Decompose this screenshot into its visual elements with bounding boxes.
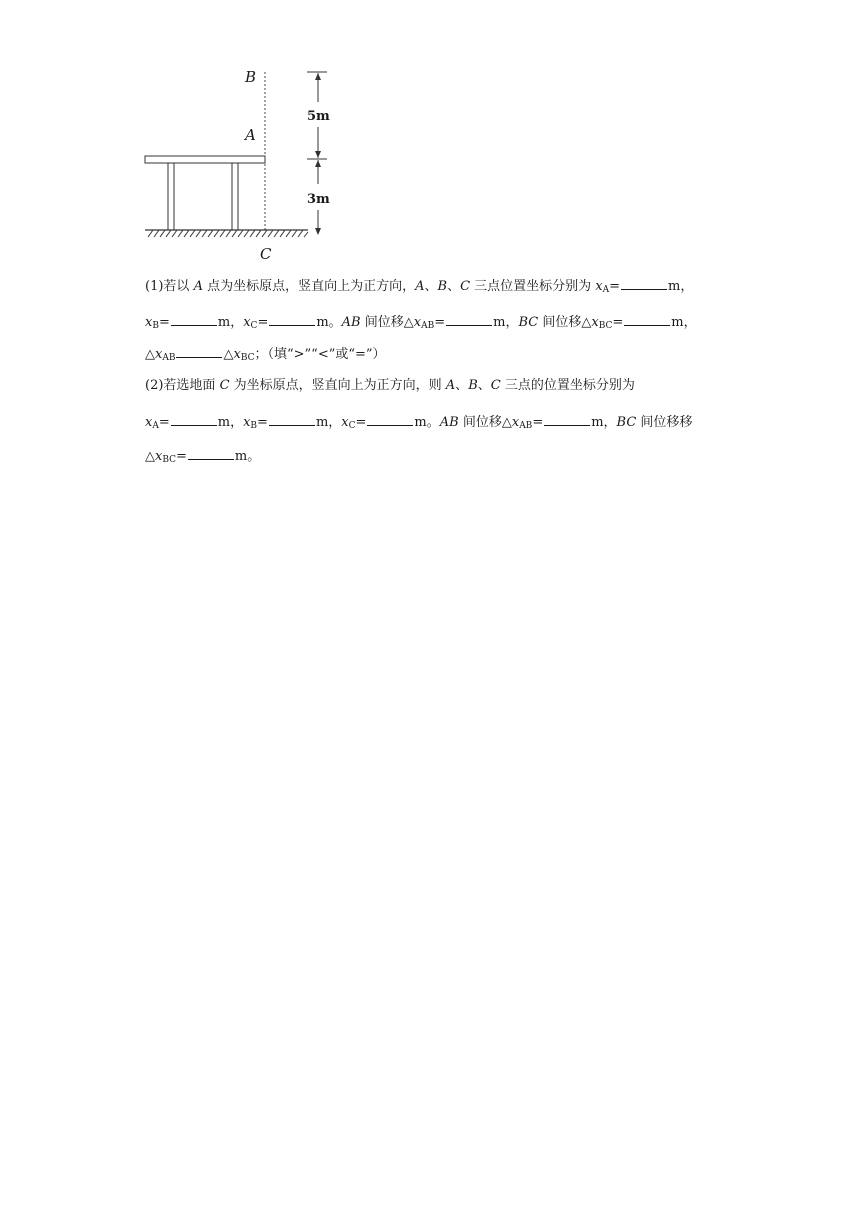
blank-q1-compare[interactable] bbox=[176, 345, 222, 358]
q1-line-3: $\triangle x_{AB}$ $\triangle x_{BC}$；（填“>”“<”或“=”） bbox=[145, 347, 386, 363]
q2-line-2: $x_A= m$，$x_B= m$，$x_C= m$。AB 间位移$\triangle x_{AB}= m$，BC 间位移移 bbox=[145, 415, 693, 431]
blank-q1-dxBC[interactable] bbox=[624, 313, 670, 326]
dim-label-3m: 3m bbox=[307, 192, 330, 207]
blank-q2-xA[interactable] bbox=[171, 413, 217, 426]
blank-q2-dxBC[interactable] bbox=[188, 447, 234, 460]
q1-line-2: $x_B= m$，$x_C= m$。AB 间位移$\triangle x_{AB}= m$，BC 间位移$\triangle x_{BC}= m$， bbox=[145, 315, 697, 331]
label-A: A bbox=[245, 126, 256, 144]
blank-q2-dxAB[interactable] bbox=[544, 413, 590, 426]
table-top bbox=[145, 156, 265, 163]
q1-line-1: (1)若以 A 点为坐标原点，竖直向上为正方向，A、B、C 三点位置坐标分别为 $x_A= m$， bbox=[145, 279, 694, 295]
label-B: B bbox=[245, 68, 257, 86]
q2-line-3: $\triangle x_{BC}= m$。 bbox=[145, 449, 261, 465]
arrow-down-bottom bbox=[315, 228, 321, 235]
dim-label-5m: 5m bbox=[307, 109, 330, 124]
blank-q2-xC[interactable] bbox=[367, 413, 413, 426]
table-leg-left bbox=[168, 163, 174, 230]
blank-q1-xA[interactable] bbox=[621, 277, 667, 290]
blank-q2-xB[interactable] bbox=[269, 413, 315, 426]
label-C: C bbox=[260, 245, 272, 262]
arrow-up-top bbox=[315, 73, 321, 80]
table-leg-right bbox=[232, 163, 238, 230]
ground-hatching bbox=[148, 230, 308, 237]
arrow-down-middle bbox=[315, 151, 321, 158]
blank-q1-xB[interactable] bbox=[171, 313, 217, 326]
q2-line-1: (2)若选地面 C 为坐标原点，竖直向上为正方向，则 A、B、C 三点的位置坐标分别为 bbox=[145, 378, 635, 393]
blank-q1-xC[interactable] bbox=[269, 313, 315, 326]
table-height-diagram bbox=[140, 62, 340, 262]
blank-q1-dxAB[interactable] bbox=[446, 313, 492, 326]
